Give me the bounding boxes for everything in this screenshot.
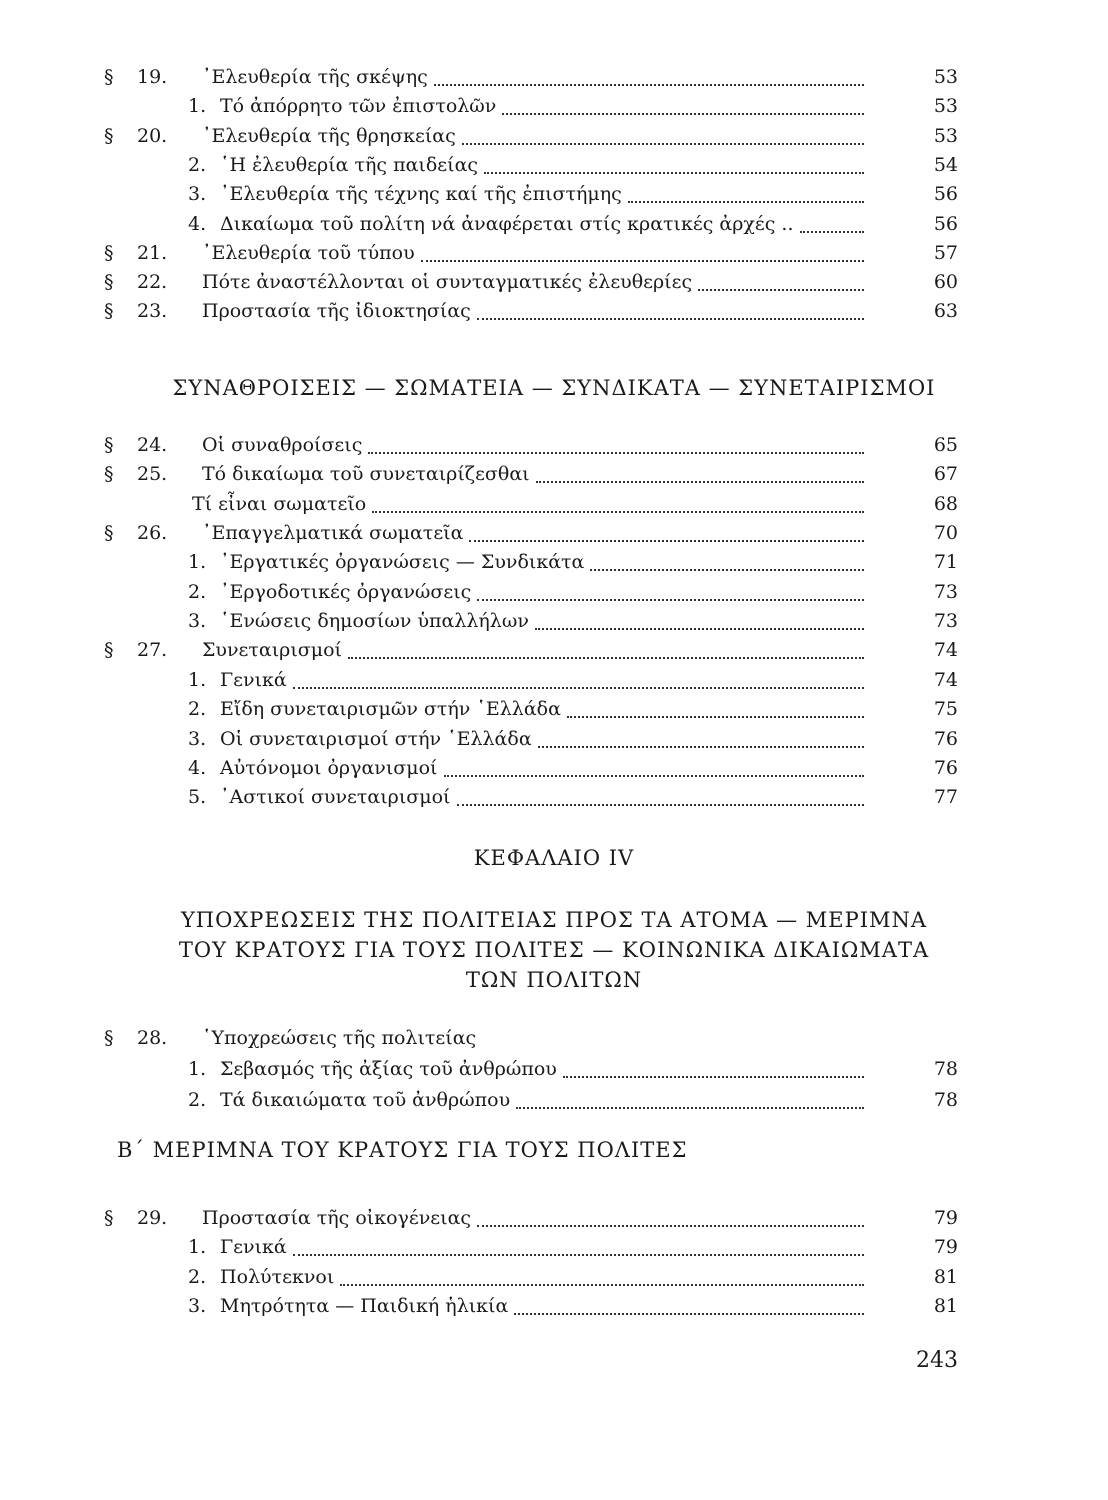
- entry-page-number: 78: [933, 1058, 958, 1080]
- entry-number: 2.: [188, 1089, 207, 1111]
- entry-number: 4.: [188, 213, 207, 235]
- dot-leader: [590, 549, 864, 571]
- section-mark: §: [104, 300, 114, 322]
- entry-page-number: 54: [933, 154, 958, 176]
- entry-page-number: 71: [933, 551, 958, 573]
- section-heading-care: Β΄ ΜΕΡΙΜΝΑ ΤΟΥ ΚΡΑΤΟΥΣ ΓΙΑ ΤΟΥΣ ΠΟΛΙΤΕΣ: [117, 1138, 688, 1162]
- entry-title: Πολύτεκνοι: [220, 1266, 335, 1288]
- entry-page-number: 56: [933, 183, 958, 205]
- entry-title: ᾽Ελευθερία τοῦ τύπου: [202, 242, 415, 264]
- entry-number: 4.: [188, 757, 207, 779]
- entry-title: Τό ἀπόρρητο τῶν ἐπιστολῶν: [220, 95, 497, 117]
- entry-number: 20.: [137, 125, 168, 147]
- entry-title: Τό δικαίωμα τοῦ συνεταιρίζεσθαι: [202, 463, 530, 485]
- entry-title: ᾽Ελευθερία τῆς τέχνης καί τῆς ἐπιστήμης: [220, 183, 622, 205]
- section-mark: §: [104, 639, 114, 661]
- entry-page-number: 68: [933, 493, 958, 515]
- entry-page-number: 63: [933, 300, 958, 322]
- dot-leader: [563, 1056, 864, 1078]
- dot-leader: [567, 696, 864, 718]
- toc-entry: [0, 1262, 1108, 1292]
- entry-number: 3.: [188, 728, 207, 750]
- entry-page-number: 53: [933, 66, 958, 88]
- dot-leader: [477, 298, 864, 320]
- toc-entry: [0, 209, 1108, 239]
- entry-page-number: 56: [933, 213, 958, 235]
- entry-number: 1.: [188, 95, 207, 117]
- dot-leader: [462, 123, 864, 145]
- toc-entry: [0, 296, 1108, 326]
- toc-entry: [0, 694, 1108, 724]
- section-mark: §: [104, 1207, 114, 1229]
- entry-number: 19.: [137, 66, 168, 88]
- dot-leader: [444, 755, 864, 777]
- toc-entry: [0, 1085, 1108, 1115]
- dot-leader: [538, 726, 864, 748]
- toc-entry: [0, 606, 1108, 636]
- entry-title: ᾽Αστικοί συνεταιρισμοί: [220, 786, 451, 808]
- section-mark: §: [104, 125, 114, 147]
- entry-number: 5.: [188, 786, 207, 808]
- toc-entry: [0, 665, 1108, 695]
- entry-title: Γενικά: [220, 1236, 287, 1258]
- toc-entry: [0, 1054, 1108, 1084]
- toc-entry: [0, 150, 1108, 180]
- dot-leader: [536, 461, 864, 483]
- section-mark: §: [104, 434, 114, 456]
- entry-number: 1.: [188, 669, 207, 691]
- entry-number: 27.: [137, 639, 168, 661]
- entry-number: 26.: [137, 522, 168, 544]
- toc-entry: [0, 635, 1108, 665]
- entry-title: Τί εἶναι σωματεῖο: [192, 493, 367, 515]
- dot-leader: [372, 491, 864, 513]
- entry-number: 21.: [137, 242, 168, 264]
- toc-entry: [0, 1203, 1108, 1233]
- dot-leader: [502, 93, 864, 115]
- entry-number: 2.: [188, 154, 207, 176]
- entry-page-number: 60: [933, 271, 958, 293]
- toc-entry: [0, 547, 1108, 577]
- dot-leader: [293, 1234, 864, 1256]
- entry-page-number: 75: [933, 698, 958, 720]
- toc-entry: [0, 753, 1108, 783]
- toc-entry: [0, 518, 1108, 548]
- entry-title: Εἴδη συνεταιρισμῶν στήν ῾Ελλάδα: [220, 698, 561, 720]
- entry-title: Δικαίωμα τοῦ πολίτη νά ἀναφέρεται στίς κρατικές ἀρχές ..: [220, 213, 794, 235]
- dot-leader: [698, 269, 864, 291]
- entry-title: ᾽Ελευθερία τῆς θρησκείας: [202, 125, 456, 147]
- entry-page-number: 57: [933, 242, 958, 264]
- section-mark: §: [104, 463, 114, 485]
- entry-number: 3.: [188, 183, 207, 205]
- toc-entry: [0, 782, 1108, 812]
- entry-title: Αὐτόνομοι ὀργανισμοί: [220, 757, 438, 779]
- entry-page-number: 53: [933, 125, 958, 147]
- page-number: 243: [916, 1348, 958, 1373]
- entry-number: 23.: [137, 300, 168, 322]
- toc-entry: [0, 179, 1108, 209]
- entry-number: 3.: [188, 1295, 207, 1317]
- toc-entry: [0, 1023, 1108, 1053]
- entry-page-number: 81: [933, 1266, 958, 1288]
- dot-leader: [516, 1087, 864, 1109]
- entry-page-number: 81: [933, 1295, 958, 1317]
- entry-page-number: 73: [933, 610, 958, 632]
- dot-leader: [484, 152, 864, 174]
- dot-leader: [628, 181, 864, 203]
- section-mark: §: [104, 271, 114, 293]
- toc-entry: [0, 724, 1108, 754]
- section-mark: §: [104, 522, 114, 544]
- entry-page-number: 79: [933, 1236, 958, 1258]
- entry-number: 2.: [188, 581, 207, 603]
- dot-leader: [293, 667, 864, 689]
- chapter-title-line-2: ΤΟΥ ΚΡΑΤΟΥΣ ΓΙΑ ΤΟΥΣ ΠΟΛΙΤΕΣ — ΚΟΙΝΩΝΙΚΑ ΔΙΚΑΙΩΜΑΤΑ: [178, 938, 930, 962]
- dot-leader: [514, 1293, 864, 1315]
- entry-title: ᾽Ελευθερία τῆς σκέψης: [202, 66, 428, 88]
- dot-leader: [348, 637, 864, 659]
- toc-entry: [0, 489, 1108, 519]
- entry-page-number: 74: [933, 669, 958, 691]
- entry-number: 1.: [188, 1236, 207, 1258]
- entry-title: ῾Ενώσεις δημοσίων ὑπαλλήλων: [220, 610, 529, 632]
- entry-number: 25.: [137, 463, 168, 485]
- entry-title: ῾Υποχρεώσεις τῆς πολιτείας: [202, 1027, 477, 1049]
- entry-number: 29.: [137, 1207, 168, 1229]
- section-mark: §: [104, 242, 114, 264]
- entry-page-number: 67: [933, 463, 958, 485]
- toc-entry: [0, 1291, 1108, 1321]
- dot-leader: [477, 1205, 864, 1227]
- toc-entry: [0, 62, 1108, 92]
- entry-number: 1.: [188, 1058, 207, 1080]
- entry-number: 22.: [137, 271, 168, 293]
- entry-page-number: 79: [933, 1207, 958, 1229]
- dot-leader: [434, 64, 864, 86]
- entry-page-number: 77: [933, 786, 958, 808]
- entry-number: 1.: [188, 551, 207, 573]
- toc-entry: [0, 430, 1108, 460]
- entry-title: Οἱ συνεταιρισμοί στήν ῾Ελλάδα: [220, 728, 532, 750]
- entry-title: ῾Η ἐλευθερία τῆς παιδείας: [220, 154, 479, 176]
- entry-number: 28.: [137, 1027, 168, 1049]
- entry-title: Γενικά: [220, 669, 287, 691]
- entry-page-number: 73: [933, 581, 958, 603]
- toc-entry: [0, 577, 1108, 607]
- toc-entry: [0, 267, 1108, 297]
- entry-page-number: 65: [933, 434, 958, 456]
- dot-leader: [535, 608, 864, 630]
- toc-entry: [0, 91, 1108, 121]
- entry-title: Προστασία τῆς οἰκογένειας: [202, 1207, 472, 1229]
- toc-entry: [0, 238, 1108, 268]
- entry-page-number: 78: [933, 1089, 958, 1111]
- dot-leader: [368, 432, 864, 454]
- entry-title: Σεβασμός τῆς ἀξίας τοῦ ἀνθρώπου: [220, 1058, 557, 1080]
- section-mark: §: [104, 1027, 114, 1049]
- dot-leader: [469, 520, 864, 542]
- dot-leader: [421, 240, 864, 262]
- entry-title: ᾽Εργοδοτικές ὀργανώσεις: [220, 581, 472, 603]
- section-mark: §: [104, 66, 114, 88]
- chapter-title-line-3: ΤΩΝ ΠΟΛΙΤΩΝ: [465, 968, 643, 992]
- section-heading-associations: ΣΥΝΑΘΡΟΙΣΕΙΣ — ΣΩΜΑΤΕΙΑ — ΣΥΝΔΙΚΑΤΑ — ΣΥΝΕΤΑΙΡΙΣΜΟΙ: [172, 376, 936, 400]
- entry-title: Πότε ἀναστέλλονται οἱ συνταγματικές ἐλευθερίες: [202, 271, 693, 293]
- entry-number: 3.: [188, 610, 207, 632]
- entry-page-number: 76: [933, 728, 958, 750]
- dot-leader: [477, 579, 864, 601]
- entry-number: 2.: [188, 698, 207, 720]
- entry-title: ᾽Επαγγελματικά σωματεῖα: [202, 522, 464, 544]
- toc-entry: [0, 1232, 1108, 1262]
- dot-leader: [800, 211, 864, 233]
- chapter-title-line-1: ΥΠΟΧΡΕΩΣΕΙΣ ΤΗΣ ΠΟΛΙΤΕΙΑΣ ΠΡΟΣ ΤΑ ΑΤΟΜΑ — ΜΕΡΙΜΝΑ: [180, 908, 928, 932]
- toc-entry: [0, 121, 1108, 151]
- toc-entry: [0, 459, 1108, 489]
- entry-number: 24.: [137, 434, 168, 456]
- entry-page-number: 70: [933, 522, 958, 544]
- dot-leader: [340, 1264, 864, 1286]
- entry-title: ᾽Εργατικές ὀργανώσεις — Συνδικάτα: [220, 551, 585, 573]
- entry-number: 2.: [188, 1266, 207, 1288]
- entry-title: Οἱ συναθροίσεις: [202, 434, 363, 456]
- entry-title: Προστασία τῆς ἰδιοκτησίας: [202, 300, 471, 322]
- entry-title: Συνεταιρισμοί: [202, 639, 342, 661]
- entry-page-number: 53: [933, 95, 958, 117]
- dot-leader: [457, 784, 864, 806]
- entry-page-number: 76: [933, 757, 958, 779]
- entry-page-number: 74: [933, 639, 958, 661]
- entry-title: Μητρότητα — Παιδική ἡλικία: [220, 1295, 509, 1317]
- entry-title: Τά δικαιώματα τοῦ ἀνθρώπου: [220, 1089, 511, 1111]
- chapter-label: ΚΕΦΑΛΑΙΟ IV: [473, 846, 635, 870]
